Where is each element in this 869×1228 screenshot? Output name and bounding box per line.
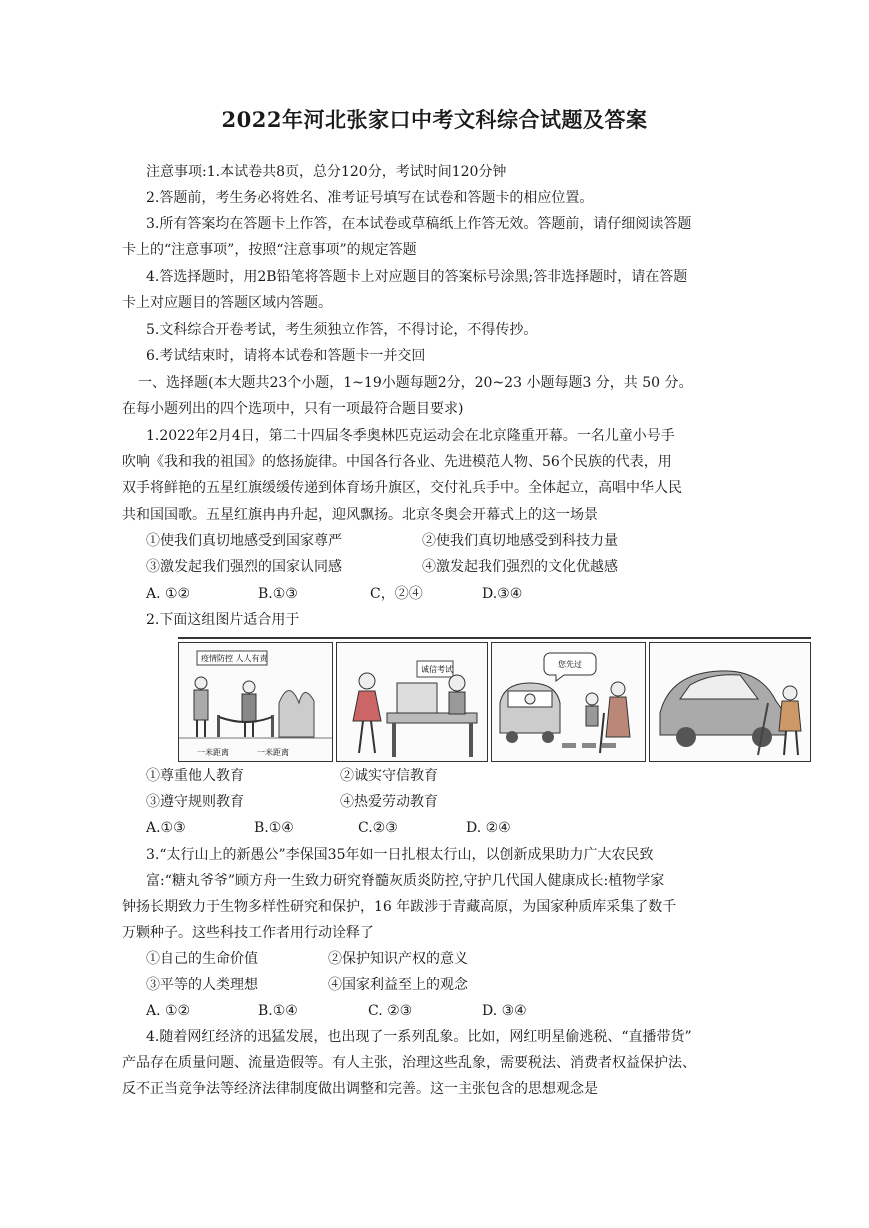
question-stem: 钟扬长期致力于生物多样性研究和保护，16 年跋涉于青藏高原，为国家种质库采集了数千 [122,899,677,915]
answer-choice: D.③④ [482,586,523,602]
answer-choice: B.①④ [254,820,294,836]
section-header: 在每小题列出的四个选项中，只有一项最符合题目要求) [122,401,464,417]
page-title: 2022年河北张家口中考文科综合试题及答案 [221,107,648,132]
notice-line: 3.所有答案均在答题卡上作答，在本试卷或草稿纸上作答无效。答题前，请仔细阅读答题 [146,216,692,232]
panel-speech-text: 您先过 [558,660,582,669]
notice-line: 4.答选择题时，用2B铅笔将答题卡上对应题目的答案标号涂黑;答非选择题时，请在答题 [146,269,688,285]
answer-choice: C. ②③ [368,1003,413,1019]
picture-panel-crosswalk [491,642,646,762]
panel-sign-text: 疫情防控 人人有责 [201,654,268,663]
picture-panel-queue [178,642,333,762]
question-stem: 1.2022年2月4日，第二十四届冬季奥林匹克运动会在北京隆重开幕。一名儿童小号手 [146,428,675,444]
question-item: ②诚实守信教育 [340,768,438,784]
question-stem: 吹响《我和我的祖国》的悠扬旋律。中国各行各业、先进模范人物、56个民族的代表，用 [122,454,672,470]
picture-panel-desk [336,642,488,762]
section-header: 一、选择题(本大题共23个小题，1~19小题每题2分，20~23 小题每题3 分，共 50 分。 [138,375,693,391]
question-item: ③平等的人类理想 [146,977,258,993]
panel-sign-text: 诚信考试 [421,665,453,674]
question-stem: 4.随着网红经济的迅猛发展，也出现了一系列乱象。比如，网红明星偷逃税、“直播带货” [146,1029,692,1045]
question-stem: 共和国国歌。五星红旗冉冉升起，迎风飘扬。北京冬奥会开幕式上的这一场景 [122,507,598,523]
question-stem: 富:“糖丸爷爷”顾方舟一生致力研究脊髓灰质炎防控,守护几代国人健康成长:植物学家 [146,873,665,889]
question-item: ①使我们真切地感受到国家尊严 [146,533,342,549]
question-item: ①自己的生命价值 [146,951,258,967]
picture-set [178,637,811,763]
question-item: ④热爱劳动教育 [340,794,438,810]
question-item: ④国家利益至上的观念 [328,977,468,993]
question-stem: 万颗种子。这些科技工作者用行动诠释了 [122,925,374,941]
notice-line: 2.答题前，考生务必将姓名、准考证号填写在试卷和答题卡的相应位置。 [146,190,594,206]
question-stem: 2.下面这组图片适合用于 [146,612,300,628]
notice-line: 卡上对应题目的答题区域内答题。 [122,295,332,311]
answer-choice: A. ①② [146,1003,191,1019]
answer-choice: A.①③ [146,820,186,836]
question-item: ④激发起我们强烈的文化优越感 [422,559,618,575]
notice-line: 卡上的“注意事项”，按照“注意事项”的规定答题 [122,242,417,258]
notice-line: 注意事项:1.本试卷共8页，总分120分，考试时间120分钟 [146,164,507,180]
picture-panel-carwash [649,642,811,762]
notice-line: 5.文科综合开卷考试，考生须独立作答，不得讨论，不得传抄。 [146,322,538,338]
notice-line: 6.考试结束时，请将本试卷和答题卡一并交回 [146,348,426,364]
question-item: ②使我们真切地感受到科技力量 [422,533,618,549]
question-item: ①尊重他人教育 [146,768,244,784]
answer-choice: C.②③ [358,820,398,836]
question-item: ③激发起我们强烈的国家认同感 [146,559,342,575]
question-item: ②保护知识产权的意义 [328,951,468,967]
answer-choice: D. ③④ [482,1003,527,1019]
answer-choice: A. ①② [146,586,191,602]
answer-choice: B.①④ [258,1003,298,1019]
question-stem: 双手将鲜艳的五星红旗缓缓传递到体育场升旗区，交付礼兵手中。全体起立，高唱中华人民 [122,480,682,496]
question-item: ③遵守规则教育 [146,794,244,810]
question-stem: 产品存在质量问题、流量造假等。有人主张，治理这些乱象，需要税法、消费者权益保护法、 [122,1055,696,1071]
panel-distance-text: 一米距离 [197,748,229,757]
answer-choice: D. ②④ [466,820,511,836]
question-stem: 3.“太行山上的新愚公”李保国35年如一日扎根太行山，以创新成果助力广大农民致 [146,847,654,863]
question-stem: 反不正当竞争法等经济法律制度做出调整和完善。这一主张包含的思想观念是 [122,1081,598,1097]
panel-distance-text: 一米距离 [257,748,289,757]
answer-choice: B.①③ [258,586,298,602]
answer-choice: C，②④ [370,586,423,602]
